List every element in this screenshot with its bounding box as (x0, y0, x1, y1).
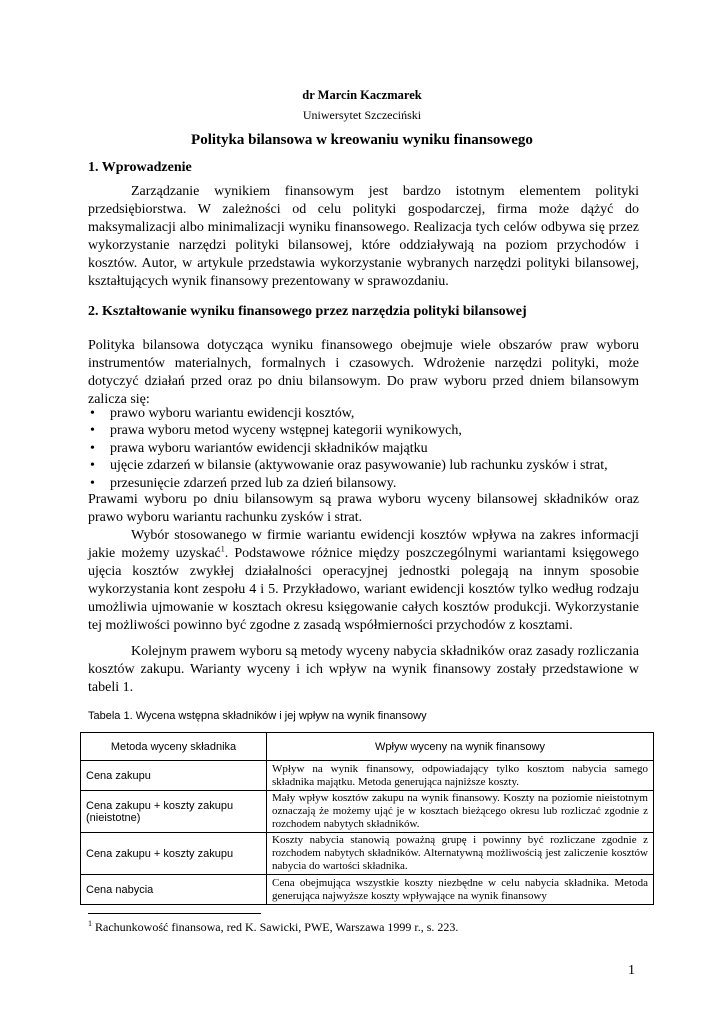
valuation-paragraph: Kolejnym prawem wyboru są metody wyceny nabycia składników oraz zasady rozliczania kosztów zakupu. Warianty wyceny i ich wpływ na wynik finansowy zostały przedstawione w tabeli 1. (88, 644, 639, 695)
section-2-intro: Polityka bilansowa dotycząca wyniku finansowego obejmuje wiele obszarów praw wyboru instrumentów materialnych, formalnych i czasowych. Wdrożenie narzędzi polityki, może dotyczyć działań przed oraz po dniu bilansowym. Do praw wyboru przed dniem bilansowym zalicza się: (88, 338, 639, 407)
list-item: • przesunięcie zdarzeń przed lub za dzień bilansowy. (90, 475, 397, 491)
page-number: 1 (628, 963, 635, 978)
table-caption: Tabela 1. Wycena wstępna składników i jej wpływ na wynik finansowy (88, 710, 427, 722)
table-cell-effect: Wpływ na wynik finansowy, odpowiadający tylko kosztom nabycia samego składnika majątku. Metoda generująca najniższe koszty. (267, 761, 654, 791)
author-affiliation: Uniwersytet Szczeciński (302, 108, 422, 122)
valuation-table (80, 732, 654, 905)
table-row (81, 833, 654, 875)
costs-variant-paragraph: Wybór stosowanego w firmie wariantu ewidencji kosztów wpływa na zakres informacji jakie możemy uzyskać$^1$. Podstawowe różnice między poszczególnymi wariantami księgowego ujęcia kosztów zwykłej działalności operacyjnej jednostki polegają na innym sposobie wykorzystania kont zespołu 4 i 5. Przykładowo, wariant ewidencji kosztów tylko według rodzaju umożliwia ujmowanie w kosztach okresu księgowanie całych kosztów produkcji. Wykorzystanie tej możliwości powinno być zgodne z zasadą współmierności przychodów z kosztami. (88, 528, 639, 633)
table-cell-method: Cena nabycia (81, 875, 267, 905)
table-cell-method: Cena zakupu (81, 761, 267, 791)
section-1-paragraph: Zarządzanie wynikiem finansowym jest bardzo istotnym elementem polityki przedsiębiorstwa. W zależności od celu polityki gospodarczej, firma może dążyć do maksymalizacji albo minimalizacji wyniku finansowego. Realizacja tych celów odbywa się przez wykorzystanie narzędzi polityki bilansowej, które oddziaływają na poziom przychodów i kosztów. Autor, w artykule przedstawia wykorzystanie wybranych narzędzi polityki bilansowej, kształtujących wynik finansowy prezentowany w sprawozdaniu. (88, 184, 639, 289)
bullet-icon: • (90, 458, 95, 474)
footnote: $^1$ Rachunkowość finansowa, red K. Sawicki, PWE, Warszawa 1999 r., s. 223. (88, 919, 459, 934)
list-item: • prawa wyboru metod wyceny wstępnej kategorii wynikowych, (90, 423, 462, 439)
list-item: • ujęcie zdarzeń w bilansie (aktywowanie oraz pasywowanie) lub rachunku zysków i strat, (90, 458, 608, 474)
table-header-row (81, 733, 654, 761)
bullet-icon: • (90, 475, 95, 491)
list-item: • prawo wyboru wariantu ewidencji kosztów, (90, 406, 355, 421)
list-item: • prawa wyboru wariantów ewidencji składników majątku (90, 440, 428, 456)
bullet-icon: • (90, 406, 95, 421)
bullet-icon: • (90, 440, 95, 456)
bullet-list (88, 405, 648, 492)
table-cell-effect: Mały wpływ kosztów zakupu na wynik finansowy. Koszty na poziomie nieistotnym oznaczają że możemy ująć je w kosztach bieżącego okresu lub rozliczać zgodnie z rozchodem nabytych składników. (267, 791, 654, 833)
article-title: Polityka bilansowa w kreowaniu wyniku finansowego (191, 132, 533, 148)
author-name: dr Marcin Kaczmarek (302, 88, 422, 102)
table-row (81, 761, 654, 791)
table-cell-effect: Cena obejmująca wszystkie koszty niezbędne w celu nabycia składnika. Metoda generująca najwyższe koszty wpływające na wynik finansowy (267, 875, 654, 905)
table-row (81, 875, 654, 905)
bullet-icon: • (90, 423, 95, 439)
section-2-heading: 2. Kształtowanie wyniku finansowego przez narzędzia polityki bilansowej (88, 304, 527, 319)
footnote-reference[interactable]: 1 (220, 544, 225, 554)
table-cell-method: Cena zakupu + koszty zakupu (81, 833, 267, 875)
footnote-divider (88, 913, 261, 914)
footnote-number: 1 (88, 919, 92, 928)
table-header-cell: Wpływ wyceny na wynik finansowy (267, 733, 654, 761)
table-cell-method: Cena zakupu + koszty zakupu (nieistotne) (81, 791, 267, 833)
table-header-cell: Metoda wyceny składnika (81, 733, 267, 761)
table-cell-effect: Koszty nabycia stanowią poważną grupę i powinny być rozliczane zgodnie z rozchodem nabytych składników. Alternatywną możliwością jest zaliczenie kosztów nabycia do wartości składnika. (267, 833, 654, 875)
section-1-heading: 1. Wprowadzenie (88, 160, 192, 175)
after-bullets-paragraph: Prawami wyboru po dniu bilansowym są prawa wyboru wyceny bilansowej składników oraz prawo wyboru wariantu rachunku zysków i strat. (88, 492, 639, 525)
table-row (81, 791, 654, 833)
